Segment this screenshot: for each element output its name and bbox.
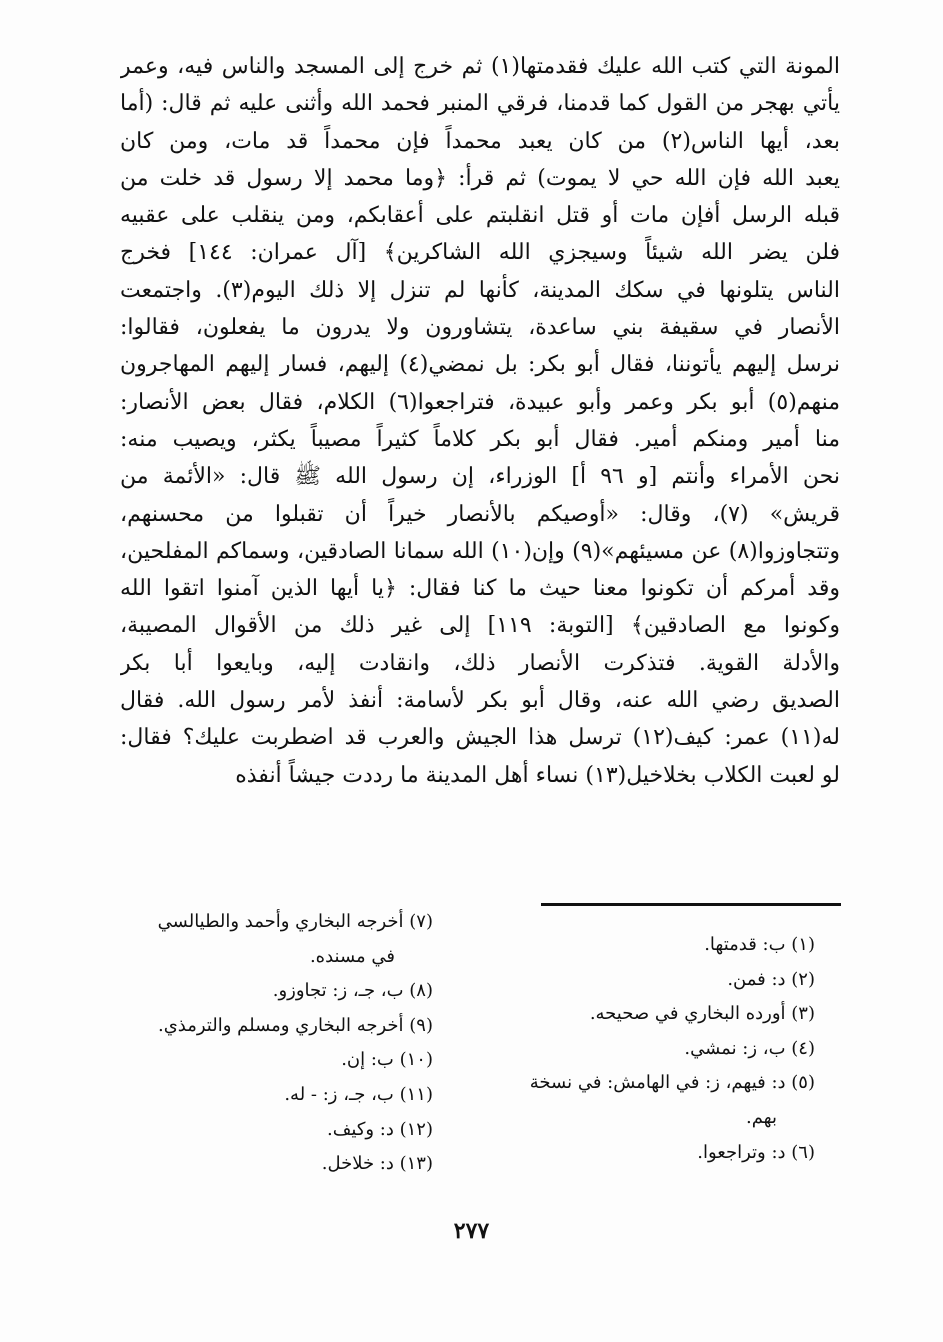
text-line: بعد، أيها الناس(٢) من كان يعبد محمداً فإن محمداً قد مات، ومن كان [120, 128, 840, 154]
page-number: ٢٧٧ [453, 1218, 490, 1244]
text-line: فلن يضر الله شيئاً وسيجزي الله الشاكرين﴾ [آل عمران: ١٤٤] فخرج [120, 240, 840, 266]
footnotes-right-column [485, 928, 815, 1170]
text-line: له(١١) عمر: كيف(١٢) ترسل هذا الجيش والعرب قد اضطربت عليك؟ فقال: [120, 725, 840, 751]
text-line: وكونوا مع الصادقين﴾ [التوبة: ١١٩] إلى غير ذلك من الأقوال المصيبة، [120, 613, 840, 639]
footnote: (٩) أخرجه البخاري ومسلم والترمذي. [157, 1014, 433, 1036]
text-line: وقد أمركم أن تكونوا معنا حيث ما كنا فقال: ﴿يا أيها الذين آمنوا اتقوا الله [120, 576, 840, 602]
footnote: (٥) د: فيهم، ز: في الهامش: في نسخة [529, 1072, 815, 1094]
text-line: قبله الرسل أفإن مات أو قتل انقلبتم على أعقابكم، ومن ينقلب على عقبيه [120, 203, 840, 229]
text-line: والأدلة القوية. فتذكرت الأنصار ذلك، وانقادت إليه، وبايعوا أبا بكر [120, 650, 840, 676]
text-line: المونة التي كتب الله عليك فقدمتها(١) ثم خرج إلى المسجد والناس فيه، وعمر [120, 54, 840, 79]
footnote-continuation: في مسنده. [309, 945, 395, 967]
footnote: (٤) ب، ز: نمشي. [684, 1037, 815, 1059]
text-line: نحن الأمراء وأنتم [و ٩٦ أ] الوزراء، إن رسول الله ﷺ قال: «الأئمة من [120, 464, 840, 490]
footnote-separator [541, 903, 841, 906]
text-line: قريش» (٧)، وقال: «أوصيكم بالأنصار خيراً أن تقبلوا من محسنهم، [120, 501, 840, 527]
footnote: (٨) ب، جـ، ز: تجاوزو. [272, 980, 433, 1002]
footnote: (٦) د: وتراجعوا. [697, 1141, 815, 1163]
text-line: الأنصار في سقيفة بني ساعدة، يتشاورون ولا يدرون ما يفعلون، فقالوا: [120, 315, 840, 341]
footnote: (٣) أورده البخاري في صحيحه. [589, 1003, 815, 1025]
text-line: نرسل إليهم يأتوننا، فقال أبو بكر: بل نمضي(٤) إليهم، فسار إليهم المهاجرون [120, 352, 840, 378]
footnote-continuation: بهم. [745, 1106, 777, 1128]
main-text [120, 48, 840, 794]
footnote: (١٢) د: وكيف. [327, 1118, 433, 1140]
footnote: (٢) د: فمن. [727, 968, 815, 990]
text-line: لو لعبت الكلاب بخلاخيل(١٣) نساء أهل المدينة ما رددت جيشاً أنفذه [235, 762, 840, 788]
text-line: وتتجاوزوا(٨) عن مسيئهم»(٩) وإن(١٠) الله سمانا الصادقين، وسماكم المفلحين، [120, 538, 840, 564]
footnotes-left-column [113, 905, 433, 1182]
text-line: يعبد الله فإن الله حي لا يموت) ثم قرأ: ﴿وما محمد إلا رسول قد خلت من [120, 165, 840, 191]
footnote: (١٣) د: خلاخل. [321, 1153, 433, 1175]
text-line: الصديق رضي الله عنه، وقال أبو بكر لأسامة: أنفذ لأمر رسول الله. فقال [120, 688, 840, 714]
footnote: (١١) ب، جـ، ز: - له. [284, 1083, 433, 1105]
footnote: (١) ب: قدمتها. [704, 934, 815, 955]
text-line: يأتي بهجر من القول كما قدمنا، فرقي المنبر فحمد الله وأثنى عليه ثم قال: (أما [120, 91, 840, 117]
text-line: منهم(٥) أبو بكر وعمر وأبو عبيدة، فتراجعوا(٦) الكلام، فقال بعض الأنصار: [120, 389, 840, 415]
footnote: (١٠) ب: إن. [341, 1049, 433, 1071]
footnote: (٧) أخرجه البخاري وأحمد والطيالسي [157, 911, 433, 932]
text-line: منا أمير ومنكم أمير. فقال أبو بكر كلاماً كثيراً مصيباً يكثر، ويصيب منه: [120, 426, 840, 452]
text-line: الناس يتلونها في سكك المدينة، كأنها لم تنزل إلا ذلك اليوم(٣). واجتمعت [120, 277, 840, 303]
